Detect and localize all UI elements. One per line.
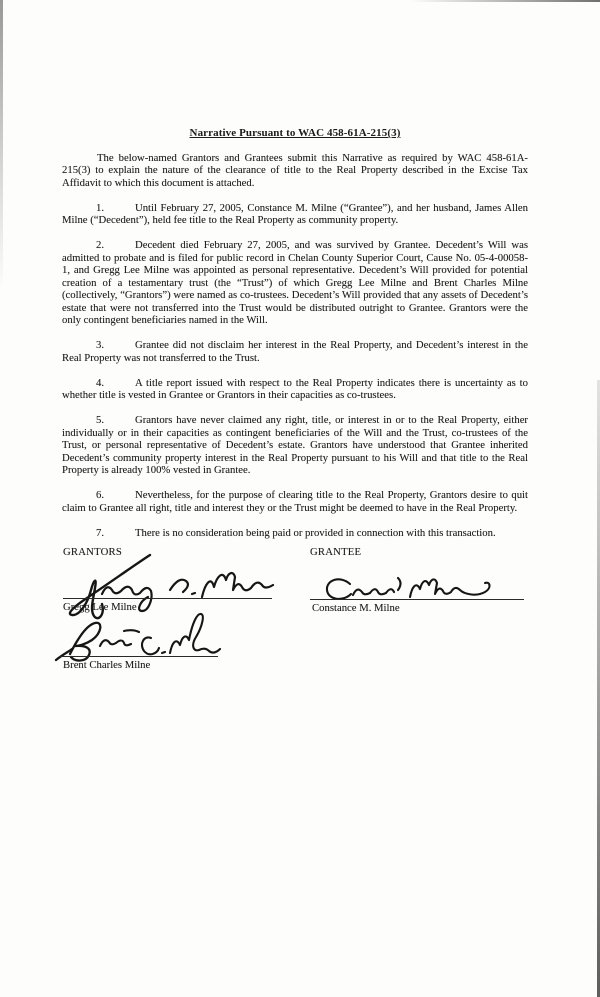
grantee-printed-name: Constance M. Milne xyxy=(312,602,400,614)
numbered-paragraph-7 xyxy=(62,527,528,540)
grantors-heading: GRANTORS xyxy=(63,546,123,558)
paragraph-text: A title report issued with respect to the Real Property indicates there is uncertainty as to whether title is vested in Grantee or Grantors in their capacities as co-trustees. xyxy=(62,376,528,401)
signature-section xyxy=(62,546,528,696)
paragraph-number: 6. xyxy=(96,489,105,501)
paragraph-number: 4. xyxy=(96,376,105,389)
paragraph-number: 5. xyxy=(96,414,105,426)
document-title: Narrative Pursuant to WAC 458-61A-215(3) xyxy=(189,127,401,139)
paragraph-text: There is no consideration being paid or provided in connection with this transaction. xyxy=(135,526,496,539)
paragraph-text: Grantee did not disclaim her interest in the Real Property, and Decedent’s interest in the Real Property was not transferred to the Trust. xyxy=(62,339,528,364)
paragraph-number: 1. xyxy=(96,201,105,214)
document-body xyxy=(62,0,528,696)
numbered-paragraph-2 xyxy=(62,239,528,327)
numbered-paragraph-1 xyxy=(62,202,528,227)
paragraph-number: 3. xyxy=(96,339,105,351)
paragraph-number: 7. xyxy=(96,526,105,539)
grantor1-printed-name: Gregg Lee Milne xyxy=(63,601,137,613)
numbered-paragraph-3 xyxy=(62,339,528,364)
paragraph-text: Nevertheless, for the purpose of clearing title to the Real Property, Grantors desire to quit claim to Grantee all right, title and interest they or the Trust might be deemed to have in the Real Property. xyxy=(62,489,528,514)
paragraph-text: Until February 27, 2005, Constance M. Milne (“Grantee”), and her husband, James Allen Milne (“Decedent”), held fee title to the Real Property as community property. xyxy=(62,201,528,226)
scan-artifact-left-edge xyxy=(0,0,3,290)
grantee-heading: GRANTEE xyxy=(310,546,362,558)
numbered-paragraph-5 xyxy=(62,414,528,477)
paragraph-text: Grantors have never claimed any right, title, or interest in or to the Real Property, either individually or in their capacities as contingent beneficiaries of the Will and the Trust, co-trustees of the Trust, or personal representative of Decedent’s estate. Grantors have understood that Grantee inherited Decedent’s community property interest in the Real Property pursuant to his Will and that title to the Real Property is already 100% vested in Grantee. xyxy=(62,414,528,476)
grantee-signature-line xyxy=(310,599,524,600)
grantor1-signature-line xyxy=(63,598,272,599)
grantor2-signature-line xyxy=(59,656,218,657)
paragraph-number: 2. xyxy=(96,239,105,251)
grantor2-printed-name: Brent Charles Milne xyxy=(63,659,151,671)
paragraph-text: Decedent died February 27, 2005, and was survived by Grantee. Decedent’s Will was admitted to probate and is filed for public record in Chelan County Superior Court, Cause No. 05-4-00058-1, and Gregg Lee Milne was appointed as personal representative. Decedent’s Will provided for potential creation of a testamentary trust (the “Trust”) of which Gregg Lee Milne and Brent Charles Milne (collectively, “Grantors”) were named as co-trustees. Decedent’s Will provided that any assets of Decedent’s estate that were not transferred into the Trust would be distributed outright to Grantee. Grantors were the only contingent beneficiaries named in the Will. xyxy=(62,239,528,326)
intro-paragraph: The below-named Grantors and Grantees submit this Narrative as required by WAC 458-61A-215(3) to explain the nature of the clearance of title to the Real Property described in the Excise Tax Affidavit to which this document is attached. xyxy=(62,151,528,189)
numbered-paragraph-4 xyxy=(62,377,528,402)
numbered-paragraph-6 xyxy=(62,489,528,514)
